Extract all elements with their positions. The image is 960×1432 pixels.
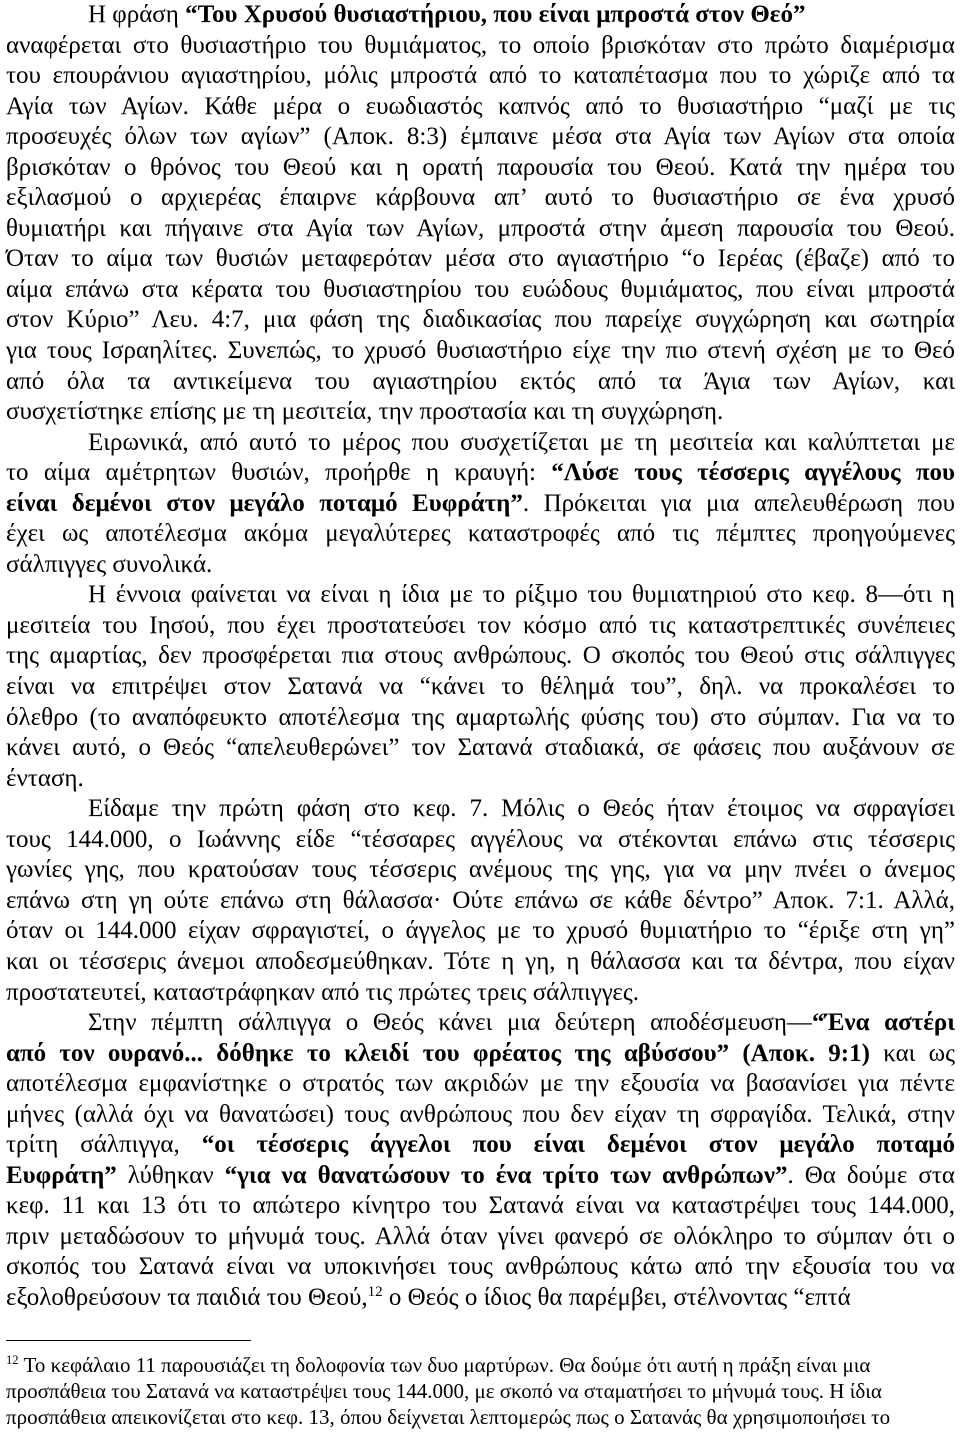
text-run: . Πρόκειται για μια απελευθέρωση που (522, 489, 955, 517)
text-line (6, 672, 955, 703)
text-line (6, 183, 955, 214)
text-run: συσχετίστηκε επίσης με τη μεσιτεία, την προστασία και τη συγχώρηση. (6, 398, 724, 426)
bold-quote: “Ένα αστέρι (811, 1009, 955, 1037)
text-run: γωνίες γης, που κρατούσαν τους τέσσερις ανέμους της γης, για να μην πνέει ο άνεμος (6, 856, 955, 884)
footnote-line (6, 1378, 955, 1404)
text-line (6, 1100, 955, 1131)
text-run: σάλπιγγες συνολικά. (6, 550, 213, 578)
text-run: για τους Ισραηλίτες. Συνεπώς, το χρυσό θυσιαστήριο είχε την πιο στενή σχέση με το Θεό (6, 337, 955, 365)
text-line (6, 367, 955, 398)
text-line (6, 153, 955, 184)
text-line (6, 428, 955, 459)
text-run: της αμαρτίας, δεν προσφέρεται πια στους ανθρώπους. Ο σκοπός του Θεού στις σάλπιγγες (6, 642, 955, 670)
text-line (6, 244, 955, 275)
text-run: Είδαμε την πρώτη φάση στο κεφ. 7. Μόλις ο Θεός ήταν έτοιμος να σφραγίσει (88, 795, 955, 823)
text-run: από όλα τα αντικείμενα του αγιαστηρίου εκτός από τα Άγια των Αγίων, και (6, 367, 955, 395)
text-line (6, 794, 955, 825)
text-run: μήνες (αλλά όχι να θανατώσει) τους ανθρώπους που δεν είχαν τη σφραγίδα. Τελικά, στην (6, 1100, 955, 1128)
bold-quote: “για να θανατώσουν το ένα τρίτο των ανθρώπων” (224, 1161, 788, 1189)
text-run: όλεθρο (το αναπόφευκτο αποτέλεσμα της αμαρτωλής φύσης του) στο σύμπαν. Για να το (6, 703, 955, 731)
text-run: αίμα επάνω στα κέρατα του θυσιαστηρίου του ευώδους θυμιάματος, που είναι μπροστά (6, 275, 955, 303)
text-run: και οι τέσσερις άνεμοι αποδεσμεύθηκαν. Τότε η γη, η θάλασσα και τα δέντρα, που είχαν (6, 947, 955, 975)
text-line (6, 92, 955, 123)
bold-quote: είναι δεμένοι στον μεγάλο ποταμό Ευφράτη” (6, 489, 523, 517)
text-line (6, 1161, 955, 1192)
text-run: του επουράνιου αγιαστηρίου, μόλις μπροστά από το καταπέτασμα που το χώριζε από τα (6, 62, 955, 90)
text-run: Όταν το αίμα των θυσιών μεταφερόταν μέσα στο αγιαστήριο “ο Ιερέας (έβαζε) από το (6, 245, 955, 273)
text-run: το αίμα αμέτρητων θυσιών, προήρθε η κραυγή: (6, 459, 552, 487)
text-run: επάνω στη γη ούτε επάνω στη θάλασσα· Ούτε επάνω σε κάθε δέντρο” Αποκ. 7:1. Αλλά, (6, 886, 955, 914)
paragraph (6, 428, 955, 581)
text-run: Η φράση (88, 1, 186, 28)
text-line (6, 550, 955, 581)
text-line (6, 703, 955, 734)
text-line (6, 825, 955, 856)
text-run: Η έννοια φαίνεται να είναι η ίδια με το ρίξιμο του θυμιατηριού στο κεφ. 8—ότι η (88, 581, 955, 609)
bold-quote: “Λύσε τους τέσσερις αγγέλους που (551, 459, 955, 487)
text-run: κάνει αυτό, ο Θεός “απελευθερώνει” τον Σατανά σταδιακά, σε φάσεις που αυξάνουν σε (6, 734, 955, 762)
footnote-number: 12 (6, 1353, 19, 1368)
footnote-separator (6, 1340, 251, 1341)
footnote (6, 1352, 955, 1430)
text-run: κεφ. 11 και 13 ότι το απώτερο κίνητρο του Σατανά είναι να καταστρέψει τους 144.000, (6, 1192, 955, 1220)
text-line (6, 1008, 955, 1039)
text-line (6, 336, 955, 367)
text-line (6, 1069, 955, 1100)
footnote-reference: 12 (367, 1283, 383, 1300)
text-line (6, 122, 955, 153)
text-run: ένταση. (6, 764, 84, 792)
text-run: τρίτη σάλπιγγα, (6, 1131, 202, 1159)
text-line (6, 0, 955, 31)
bold-quote: “οι τέσσερις άγγελοι που είναι δεμένοι στον μεγάλο ποταμό (201, 1131, 955, 1159)
text-line (6, 855, 955, 886)
text-run: Αγία των Αγίων. Κάθε μέρα ο ευωδιαστός καπνός από το θυσιαστήριο “μαζί με τις (6, 92, 955, 120)
footnote-line (6, 1404, 955, 1430)
footnote-line (6, 1352, 955, 1378)
text-run: προσπάθεια απεικονίζεται στο κεφ. 13, όπου δείχνεται λεπτομερώς πως ο Σατανάς θα χρησιμοποιήσει το (6, 1405, 891, 1429)
bold-quote: Ευφράτη” (6, 1161, 117, 1189)
text-line (6, 519, 955, 550)
text-run: σκοπός του Σατανά είναι να υποκινήσει τους ανθρώπους κάτω από την εξουσία του να (6, 1253, 955, 1281)
text-run: . Θα δούμε στα (787, 1161, 955, 1189)
text-run: Στην πέμπτη σάλπιγγα ο Θεός κάνει μια δεύτερη αποδέσμευση— (88, 1009, 812, 1037)
paragraph (6, 0, 955, 428)
text-run: αποτέλεσμα εμφανίστηκε ο στρατός των ακριδών με την εξουσία να βασανίσει για πέντε (6, 1070, 955, 1098)
text-line (6, 611, 955, 642)
text-line (6, 1222, 955, 1253)
text-run: είναι να επιτρέψει στον Σατανά να “κάνει το θέλημά του”, δηλ. να προκαλέσει το (6, 673, 955, 701)
paragraph (6, 580, 955, 794)
text-line (6, 214, 955, 245)
text-line (6, 1191, 955, 1222)
text-line (6, 916, 955, 947)
text-line (6, 275, 955, 306)
text-line (6, 1039, 955, 1070)
text-run: προστατευτεί, καταστράφηκαν από τις πρώτες τρεις σάλπιγγες. (6, 978, 640, 1006)
text-line (6, 580, 955, 611)
text-line (6, 947, 955, 978)
text-run: τους 144.000, ο Ιωάννης είδε “τέσσαρες αγγέλους να στέκονται επάνω στις τέσσερις (6, 825, 955, 853)
text-line (6, 733, 955, 764)
text-line (6, 305, 955, 336)
text-line (6, 886, 955, 917)
text-run: μεσιτεία του Ιησού, που έχει προστατεύσει τον κόσμο από τις καταστρεπτικές συνέπειες (6, 611, 955, 639)
paragraph (6, 1008, 955, 1313)
text-line (6, 641, 955, 672)
bold-quote: από τον ουρανό... δόθηκε το κλειδί του φρέατος της αβύσσου” (Αποκ. 9:1) (6, 1039, 870, 1067)
text-run: στον Κύριο” Λευ. 4:7, μια φάση της διαδικασίας που παρείχε συγχώρηση και σωτηρία (6, 306, 955, 334)
text-line (6, 489, 955, 520)
text-line (6, 61, 955, 92)
text-run: προσπάθεια του Σατανά να καταστρέψει τους 144.000, με σκοπό να σταματήσει το μήνυμά τους. Η ίδια (6, 1379, 882, 1403)
text-line (6, 31, 955, 62)
body-text (6, 0, 955, 1314)
text-run: έχει ως αποτέλεσμα ακόμα μεγαλύτερες καταστροφές από τις πέμπτες προηγούμενες (6, 520, 955, 548)
text-run: εξολοθρεύσουν τα παιδιά του Θεού, (6, 1283, 368, 1311)
text-run: αναφέρεται στο θυσιαστήριο του θυμιάματος, το οποίο βρισκόταν στο πρώτο διαμέρισμα (6, 31, 955, 59)
text-line (6, 397, 955, 428)
text-line (6, 764, 955, 795)
text-run: προσευχές όλων των αγίων” (Αποκ. 8:3) έμπαινε μέσα στα Αγία των Αγίων στα οποία (6, 123, 955, 151)
text-run: και ως (869, 1039, 955, 1067)
text-run: Ειρωνικά, από αυτό το μέρος που συσχετίζεται με τη μεσιτεία και καλύπτεται με (88, 428, 955, 456)
text-run: θυμιατήρι και πήγαινε στα Αγία των Αγίων, μπροστά στην άμεση παρουσία του Θεού. (6, 214, 955, 242)
bold-quote: “Του Χρυσού θυσιαστήριου, που είναι μπροστά στον Θεό” (185, 1, 806, 28)
text-line (6, 978, 955, 1009)
text-line (6, 1130, 955, 1161)
text-run: λύθηκαν (116, 1161, 225, 1189)
text-run: Το κεφάλαιο 11 παρουσιάζει τη δολοφονία των δυο μαρτύρων. Θα δούμε ότι αυτή η πράξη είναι μια (18, 1353, 871, 1377)
text-line (6, 1283, 955, 1314)
text-line (6, 1252, 955, 1283)
text-run: εξιλασμού ο αρχιερέας έπαιρνε κάρβουνα απ’ αυτό το θυσιαστήριο σε ένα χρυσό (6, 184, 955, 212)
text-run: όταν οι 144.000 είχαν σφραγιστεί, ο άγγελος με το χρυσό θυμιατήριο το “έριξε στη γη” (6, 917, 955, 945)
text-run: ο Θεός ο ίδιος θα παρέμβει, στέλνοντας “επτά (382, 1283, 851, 1311)
text-line (6, 458, 955, 489)
paragraph (6, 794, 955, 1008)
text-run: πριν μεταδώσουν το μήνυμά τους. Αλλά όταν γίνει φανερό σε ολόκληρο το σύμπαν ότι ο (6, 1222, 955, 1250)
text-run: βρισκόταν ο θρόνος του Θεού και η ορατή παρουσία του Θεού. Κατά την ημέρα του (6, 153, 955, 181)
